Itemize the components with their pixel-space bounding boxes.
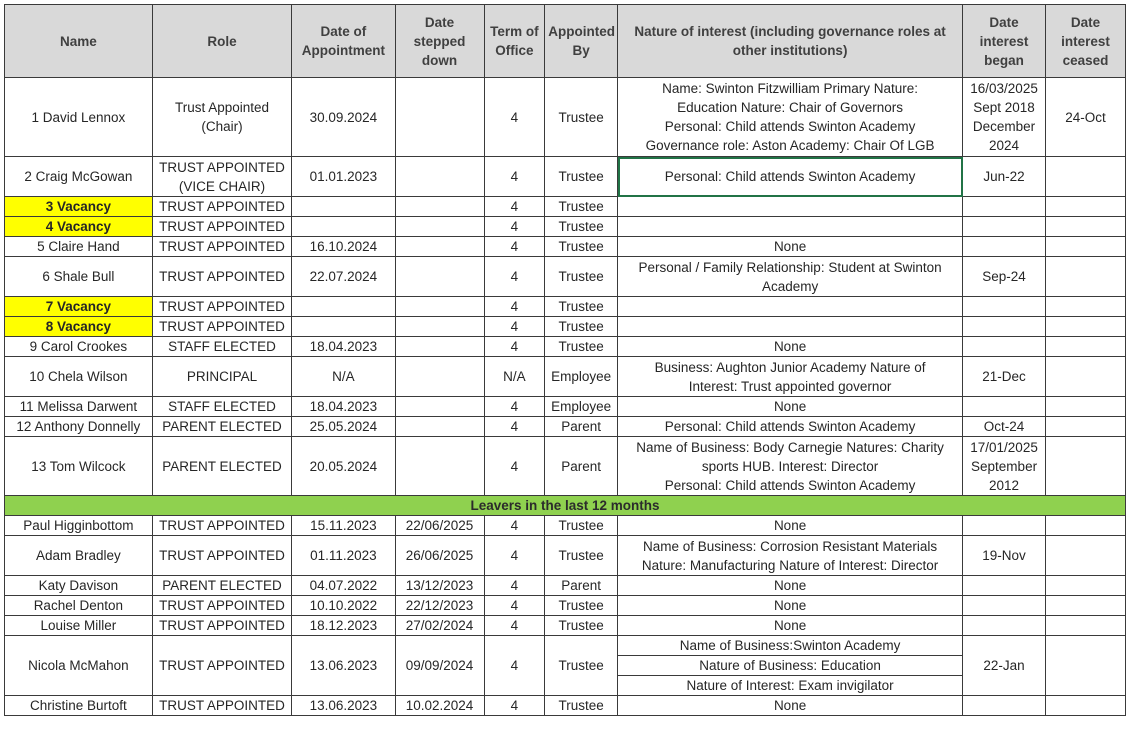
term-of-office-cell[interactable]: N/A xyxy=(484,357,545,397)
nature-of-interest-cell-line: Name of Business: Corrosion Resistant Materials xyxy=(643,538,938,554)
name-cell[interactable]: 10 Chela Wilson xyxy=(5,357,153,397)
date-interest-began-cell[interactable] xyxy=(963,397,1046,417)
date-stepped-down-cell[interactable] xyxy=(395,78,484,157)
date-stepped-down-cell[interactable] xyxy=(395,437,484,496)
date-interest-began-cell[interactable] xyxy=(963,596,1046,616)
member-row xyxy=(5,297,1126,317)
header-row xyxy=(5,5,1126,78)
role-cell[interactable]: TRUST APPOINTED xyxy=(152,197,292,217)
date-interest-began-cell[interactable] xyxy=(963,317,1046,337)
role-cell[interactable]: PRINCIPAL xyxy=(152,357,292,397)
date-interest-began-cell[interactable] xyxy=(963,516,1046,536)
nature-of-interest-cell-line: Nature of Interest: Exam invigilator xyxy=(686,678,894,693)
nature-of-interest-cell-line: Academy xyxy=(761,278,819,294)
date-of-appointment-cell[interactable]: 13.06.2023 xyxy=(292,636,395,696)
member-row xyxy=(5,237,1126,257)
nature-of-interest-cell[interactable] xyxy=(618,297,963,317)
date-interest-began-cell-line: December xyxy=(972,119,1036,134)
appointed-by-cell[interactable]: Parent xyxy=(545,437,618,496)
date-interest-began-cell-line: 22-Jan xyxy=(983,658,1025,673)
date-stepped-down-cell[interactable]: 27/02/2024 xyxy=(395,616,484,636)
nature-of-interest-cell-line: None xyxy=(773,399,807,414)
member-row xyxy=(5,257,1126,297)
date-interest-began-cell[interactable] xyxy=(963,78,1046,157)
nature-of-interest-cell-line: Name of Business: Body Carnegie Natures: Charity xyxy=(636,439,944,455)
date-interest-ceased-cell[interactable] xyxy=(1046,317,1126,337)
header-date-interest-ceased[interactable]: Date interest ceased xyxy=(1046,5,1126,78)
header-date-interest-began[interactable]: Date interest began xyxy=(963,5,1046,78)
nature-of-interest-cell[interactable] xyxy=(618,357,963,397)
date-interest-began-cell[interactable] xyxy=(963,357,1046,397)
nature-of-interest-cell-line: Name: Swinton Fitzwilliam Primary Nature: xyxy=(662,81,918,96)
date-of-appointment-cell[interactable]: 01.01.2023 xyxy=(292,157,395,197)
role-cell[interactable]: TRUST APPOINTED xyxy=(152,237,292,257)
date-interest-began-cell[interactable] xyxy=(963,237,1046,257)
date-stepped-down-cell[interactable] xyxy=(395,357,484,397)
role-cell[interactable]: TRUST APPOINTED xyxy=(152,536,292,576)
member-row xyxy=(5,317,1126,337)
nature-of-interest-cell-line: None xyxy=(773,518,807,533)
nature-of-interest-cell-line: Personal: Child attends Swinton Academy xyxy=(664,419,916,434)
term-of-office-cell[interactable]: 4 xyxy=(484,596,545,616)
date-stepped-down-cell[interactable] xyxy=(395,157,484,197)
name-cell[interactable]: Rachel Denton xyxy=(5,596,153,616)
date-stepped-down-cell[interactable] xyxy=(395,297,484,317)
date-interest-began-cell-line: 17/01/2025 xyxy=(970,439,1038,455)
date-interest-began-cell[interactable] xyxy=(963,437,1046,496)
term-of-office-cell[interactable]: 4 xyxy=(484,576,545,596)
date-interest-began-cell[interactable] xyxy=(963,197,1046,217)
date-interest-ceased-cell[interactable] xyxy=(1046,297,1126,317)
date-interest-ceased-cell[interactable] xyxy=(1046,157,1126,197)
leaver-row xyxy=(5,576,1126,596)
date-interest-ceased-cell[interactable]: 24-Oct xyxy=(1046,78,1126,157)
term-of-office-cell[interactable]: 4 xyxy=(484,237,545,257)
nature-of-interest-cell[interactable] xyxy=(618,397,963,417)
date-stepped-down-cell[interactable]: 22/12/2023 xyxy=(395,596,484,616)
date-interest-began-cell-line: 2024 xyxy=(989,138,1020,153)
role-cell[interactable]: TRUST APPOINTED xyxy=(152,596,292,616)
term-of-office-cell[interactable]: 4 xyxy=(484,516,545,536)
appointed-by-cell[interactable]: Trustee xyxy=(545,337,618,357)
date-interest-began-cell-line: September xyxy=(971,458,1038,474)
nature-of-interest-cell[interactable] xyxy=(618,696,963,716)
leaver-row xyxy=(5,696,1126,716)
date-interest-ceased-cell[interactable] xyxy=(1046,636,1126,696)
date-stepped-down-cell[interactable] xyxy=(395,237,484,257)
term-of-office-cell[interactable]: 4 xyxy=(484,417,545,437)
nature-of-interest-cell-line: Personal: Child attends Swinton Academy xyxy=(664,169,916,184)
nature-of-interest-cell[interactable] xyxy=(618,197,963,217)
role-cell[interactable]: PARENT ELECTED xyxy=(152,437,292,496)
name-cell[interactable]: 4 Vacancy xyxy=(5,217,153,237)
leaver-row xyxy=(5,536,1126,576)
name-cell[interactable]: 7 Vacancy xyxy=(5,297,153,317)
term-of-office-cell[interactable]: 4 xyxy=(484,317,545,337)
date-interest-began-cell[interactable] xyxy=(963,417,1046,437)
name-cell[interactable]: Paul Higginbottom xyxy=(5,516,153,536)
nature-of-interest-cell-line: None xyxy=(773,339,807,354)
term-of-office-cell[interactable]: 4 xyxy=(484,616,545,636)
appointed-by-cell[interactable]: Trustee xyxy=(545,696,618,716)
appointed-by-cell[interactable]: Trustee xyxy=(545,516,618,536)
date-interest-began-cell[interactable] xyxy=(963,257,1046,297)
member-row xyxy=(5,357,1126,397)
date-interest-began-cell-line: 21-Dec xyxy=(982,369,1026,384)
appointed-by-cell[interactable]: Trustee xyxy=(545,616,618,636)
date-interest-began-cell[interactable] xyxy=(963,696,1046,716)
nature-of-interest-cell-line: Governance role: Aston Academy: Chair Of LGB xyxy=(645,138,935,153)
date-interest-ceased-cell[interactable] xyxy=(1046,576,1126,596)
date-interest-began-cell[interactable] xyxy=(963,157,1046,197)
name-cell[interactable]: Christine Burtoft xyxy=(5,696,153,716)
role-cell[interactable]: TRUST APPOINTED xyxy=(152,297,292,317)
date-interest-ceased-cell[interactable] xyxy=(1046,696,1126,716)
nature-of-interest-cell-line: Personal: Child attends Swinton Academy xyxy=(664,119,916,134)
role-cell[interactable]: Trust Appointed (Chair) xyxy=(152,78,292,157)
appointed-by-cell[interactable]: Parent xyxy=(545,576,618,596)
term-of-office-cell[interactable]: 4 xyxy=(484,437,545,496)
date-interest-ceased-cell[interactable] xyxy=(1046,437,1126,496)
nature-of-interest-cell-line: Personal / Family Relationship: Student at Swinton xyxy=(638,259,942,275)
appointed-by-cell[interactable]: Trustee xyxy=(545,536,618,576)
nature-of-interest-cell[interactable] xyxy=(618,417,963,437)
nature-of-interest-cell-line: sports HUB. Interest: Director xyxy=(701,458,879,474)
nature-of-interest-cell-line: Nature: Manufacturing Nature of Interest: Director xyxy=(641,557,939,573)
name-cell[interactable]: 13 Tom Wilcock xyxy=(5,437,153,496)
nature-of-interest-cell-line: None xyxy=(773,698,807,713)
date-of-appointment-cell[interactable]: 10.10.2022 xyxy=(292,596,395,616)
role-cell[interactable]: STAFF ELECTED xyxy=(152,337,292,357)
term-of-office-cell[interactable]: 4 xyxy=(484,78,545,157)
date-stepped-down-cell[interactable]: 09/09/2024 xyxy=(395,636,484,696)
role-cell[interactable]: TRUST APPOINTED (VICE CHAIR) xyxy=(152,157,292,197)
header-name[interactable]: Name xyxy=(5,5,153,78)
appointed-by-cell[interactable]: Trustee xyxy=(545,257,618,297)
role-cell[interactable]: TRUST APPOINTED xyxy=(152,516,292,536)
role-cell[interactable]: PARENT ELECTED xyxy=(152,576,292,596)
term-of-office-cell[interactable]: 4 xyxy=(484,536,545,576)
name-cell[interactable]: 12 Anthony Donnelly xyxy=(5,417,153,437)
role-cell[interactable]: TRUST APPOINTED xyxy=(152,636,292,696)
date-of-appointment-cell[interactable]: 22.07.2024 xyxy=(292,257,395,297)
term-of-office-cell[interactable]: 4 xyxy=(484,297,545,317)
leaver-row xyxy=(5,516,1126,536)
date-interest-ceased-cell[interactable] xyxy=(1046,536,1126,576)
member-row xyxy=(5,397,1126,417)
appointed-by-cell[interactable]: Trustee xyxy=(545,237,618,257)
date-stepped-down-cell[interactable] xyxy=(395,417,484,437)
date-of-appointment-cell[interactable]: N/A xyxy=(292,357,395,397)
name-cell[interactable]: Adam Bradley xyxy=(5,536,153,576)
date-interest-ceased-cell[interactable] xyxy=(1046,337,1126,357)
leaver-row xyxy=(5,596,1126,616)
section-label[interactable]: Leavers in the last 12 months xyxy=(5,496,1126,516)
name-cell[interactable]: Nicola McMahon xyxy=(5,636,153,696)
date-stepped-down-cell[interactable]: 10.02.2024 xyxy=(395,696,484,716)
date-interest-ceased-cell[interactable] xyxy=(1046,217,1126,237)
date-of-appointment-cell[interactable]: 18.04.2023 xyxy=(292,397,395,417)
name-cell[interactable]: 8 Vacancy xyxy=(5,317,153,337)
name-cell[interactable]: 2 Craig McGowan xyxy=(5,157,153,197)
nature-of-interest-cell-line: None xyxy=(773,598,807,613)
role-cell[interactable]: TRUST APPOINTED xyxy=(152,616,292,636)
section-row xyxy=(5,496,1126,516)
nature-of-interest-cell[interactable] xyxy=(618,576,963,596)
appointed-by-cell[interactable]: Employee xyxy=(545,357,618,397)
nature-of-interest-cell-line: Business: Aughton Junior Academy Nature of xyxy=(654,359,926,375)
appointed-by-cell[interactable]: Trustee xyxy=(545,317,618,337)
date-of-appointment-cell[interactable]: 20.05.2024 xyxy=(292,437,395,496)
nature-of-interest-cell[interactable] xyxy=(618,616,963,636)
date-interest-began-cell[interactable] xyxy=(963,616,1046,636)
appointed-by-cell[interactable]: Parent xyxy=(545,417,618,437)
date-of-appointment-cell[interactable]: 30.09.2024 xyxy=(292,78,395,157)
appointed-by-cell[interactable]: Trustee xyxy=(545,78,618,157)
nature-of-interest-cell-line: None xyxy=(773,618,807,633)
date-of-appointment-cell[interactable] xyxy=(292,197,395,217)
member-row xyxy=(5,157,1126,197)
date-stepped-down-cell[interactable]: 22/06/2025 xyxy=(395,516,484,536)
header-date-stepped-down[interactable]: Date stepped down xyxy=(395,5,484,78)
date-interest-ceased-cell[interactable] xyxy=(1046,516,1126,536)
date-interest-began-cell[interactable] xyxy=(963,636,1046,696)
nature-of-interest-cell-line: None xyxy=(773,239,807,254)
date-interest-ceased-cell[interactable] xyxy=(1046,596,1126,616)
member-row xyxy=(5,217,1126,237)
date-of-appointment-cell[interactable]: 13.06.2023 xyxy=(292,696,395,716)
name-cell[interactable]: Katy Davison xyxy=(5,576,153,596)
date-of-appointment-cell[interactable]: 18.12.2023 xyxy=(292,616,395,636)
date-of-appointment-cell[interactable]: 18.04.2023 xyxy=(292,337,395,357)
nature-of-interest-cell[interactable] xyxy=(618,157,963,197)
role-cell[interactable]: TRUST APPOINTED xyxy=(152,217,292,237)
nature-of-interest-cell-line: Name of Business:Swinton Academy xyxy=(618,636,962,656)
member-row xyxy=(5,437,1126,496)
leaver-row xyxy=(5,616,1126,636)
nature-of-interest-cell[interactable] xyxy=(618,437,963,496)
date-stepped-down-cell[interactable] xyxy=(395,217,484,237)
date-stepped-down-cell[interactable]: 13/12/2023 xyxy=(395,576,484,596)
date-interest-began-cell[interactable] xyxy=(963,536,1046,576)
nature-of-interest-cell[interactable] xyxy=(618,536,963,576)
date-interest-ceased-cell[interactable] xyxy=(1046,397,1126,417)
term-of-office-cell[interactable]: 4 xyxy=(484,337,545,357)
date-stepped-down-cell[interactable] xyxy=(395,257,484,297)
leaver-row xyxy=(5,636,1126,696)
appointed-by-cell[interactable]: Trustee xyxy=(545,596,618,616)
role-cell[interactable]: TRUST APPOINTED xyxy=(152,317,292,337)
role-cell[interactable]: PARENT ELECTED xyxy=(152,417,292,437)
date-interest-began-cell-line: 19-Nov xyxy=(982,548,1026,563)
date-interest-ceased-cell[interactable] xyxy=(1046,357,1126,397)
role-cell[interactable]: TRUST APPOINTED xyxy=(152,257,292,297)
name-cell[interactable]: Louise Miller xyxy=(5,616,153,636)
date-interest-began-cell-line: Oct-24 xyxy=(983,419,1025,434)
appointed-by-cell[interactable]: Trustee xyxy=(545,636,618,696)
name-cell[interactable]: 9 Carol Crookes xyxy=(5,337,153,357)
date-of-appointment-cell[interactable]: 04.07.2022 xyxy=(292,576,395,596)
member-row xyxy=(5,337,1126,357)
date-interest-ceased-cell[interactable] xyxy=(1046,257,1126,297)
nature-of-interest-cell[interactable] xyxy=(618,78,963,157)
header-nature-of-interest[interactable]: Nature of interest (including governance roles at other institutions) xyxy=(618,5,963,78)
header-term-of-office[interactable]: Term of Office xyxy=(484,5,545,78)
date-stepped-down-cell[interactable]: 26/06/2025 xyxy=(395,536,484,576)
date-interest-ceased-cell[interactable] xyxy=(1046,616,1126,636)
date-interest-began-cell[interactable] xyxy=(963,297,1046,317)
date-interest-began-cell-line: 16/03/2025 xyxy=(970,81,1038,96)
date-of-appointment-cell[interactable] xyxy=(292,297,395,317)
date-of-appointment-cell[interactable]: 01.11.2023 xyxy=(292,536,395,576)
nature-of-interest-cell[interactable] xyxy=(618,217,963,237)
date-stepped-down-cell[interactable] xyxy=(395,317,484,337)
date-of-appointment-cell[interactable]: 25.05.2024 xyxy=(292,417,395,437)
date-interest-began-cell-line: Sep-24 xyxy=(982,269,1026,284)
date-interest-began-cell[interactable] xyxy=(963,217,1046,237)
term-of-office-cell[interactable]: 4 xyxy=(484,636,545,696)
date-interest-began-cell-line: 2012 xyxy=(989,477,1020,493)
header-appointed-by[interactable]: Appointed By xyxy=(545,5,618,78)
appointed-by-cell[interactable]: Employee xyxy=(545,397,618,417)
nature-of-interest-cell[interactable] xyxy=(618,516,963,536)
role-cell[interactable]: STAFF ELECTED xyxy=(152,397,292,417)
term-of-office-cell[interactable]: 4 xyxy=(484,257,545,297)
term-of-office-cell[interactable]: 4 xyxy=(484,397,545,417)
date-of-appointment-cell[interactable]: 16.10.2024 xyxy=(292,237,395,257)
date-interest-ceased-cell[interactable] xyxy=(1046,417,1126,437)
date-interest-began-cell-line: Jun-22 xyxy=(983,169,1025,184)
appointed-by-cell[interactable]: Trustee xyxy=(545,197,618,217)
nature-of-interest-cell-line: Personal: Child attends Swinton Academy xyxy=(664,477,916,493)
name-cell[interactable]: 6 Shale Bull xyxy=(5,257,153,297)
appointed-by-cell[interactable]: Trustee xyxy=(545,217,618,237)
date-interest-began-cell[interactable] xyxy=(963,337,1046,357)
appointed-by-cell[interactable]: Trustee xyxy=(545,157,618,197)
date-of-appointment-cell[interactable] xyxy=(292,217,395,237)
date-of-appointment-cell[interactable]: 15.11.2023 xyxy=(292,516,395,536)
nature-of-interest-cell-line: Education Nature: Chair of Governors xyxy=(677,100,904,115)
date-interest-ceased-cell[interactable] xyxy=(1046,237,1126,257)
date-interest-began-cell[interactable] xyxy=(963,576,1046,596)
header-date-of-appointment[interactable]: Date of Appointment xyxy=(292,5,395,78)
member-row xyxy=(5,417,1126,437)
name-cell[interactable]: 3 Vacancy xyxy=(5,197,153,217)
date-interest-ceased-cell[interactable] xyxy=(1046,197,1126,217)
date-stepped-down-cell[interactable] xyxy=(395,197,484,217)
nature-of-interest-cell-line: Nature of Business: Education xyxy=(618,656,962,676)
term-of-office-cell[interactable]: 4 xyxy=(484,197,545,217)
governance-table xyxy=(4,4,1126,716)
date-of-appointment-cell[interactable] xyxy=(292,317,395,337)
name-cell[interactable]: 11 Melissa Darwent xyxy=(5,397,153,417)
header-role[interactable]: Role xyxy=(152,5,292,78)
nature-of-interest-cell[interactable] xyxy=(618,596,963,616)
nature-of-interest-cell[interactable] xyxy=(618,317,963,337)
term-of-office-cell[interactable]: 4 xyxy=(484,217,545,237)
nature-of-interest-cell[interactable] xyxy=(618,337,963,357)
role-cell[interactable]: TRUST APPOINTED xyxy=(152,696,292,716)
nature-of-interest-cell[interactable] xyxy=(618,257,963,297)
nature-of-interest-cell[interactable] xyxy=(618,237,963,257)
table-body xyxy=(5,78,1126,716)
member-row xyxy=(5,197,1126,217)
nature-of-interest-cell-line: Interest: Trust appointed governor xyxy=(688,378,892,394)
term-of-office-cell[interactable]: 4 xyxy=(484,696,545,716)
date-interest-began-cell-line: Sept 2018 xyxy=(973,100,1035,115)
nature-of-interest-cell-line: None xyxy=(773,578,807,593)
nature-of-interest-cell[interactable] xyxy=(618,636,963,696)
appointed-by-cell[interactable]: Trustee xyxy=(545,297,618,317)
member-row xyxy=(5,78,1126,157)
term-of-office-cell[interactable]: 4 xyxy=(484,157,545,197)
name-cell[interactable]: 1 David Lennox xyxy=(5,78,153,157)
date-stepped-down-cell[interactable] xyxy=(395,397,484,417)
name-cell[interactable]: 5 Claire Hand xyxy=(5,237,153,257)
date-stepped-down-cell[interactable] xyxy=(395,337,484,357)
